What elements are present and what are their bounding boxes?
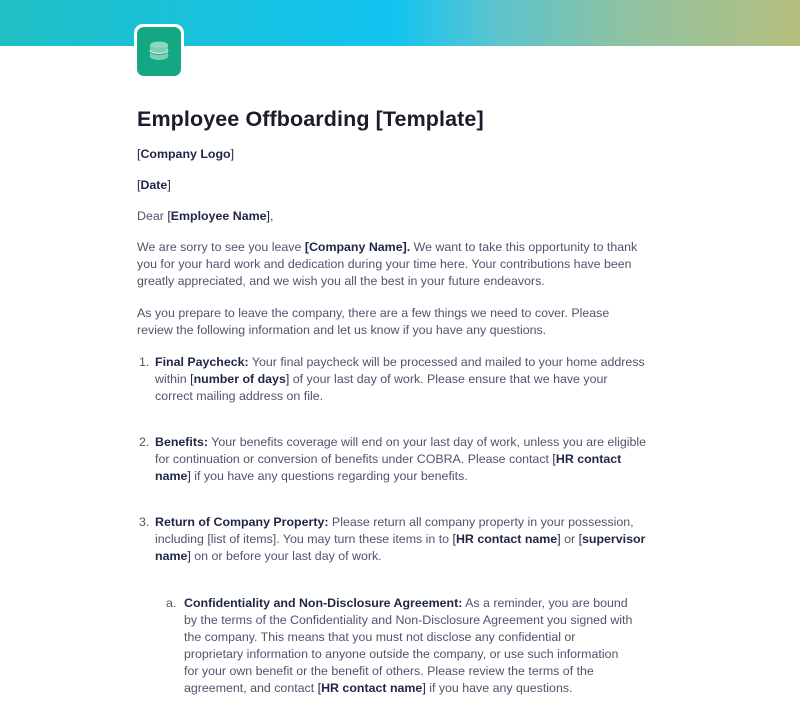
date-placeholder <box>137 177 647 194</box>
text: Your benefits coverage will end on your last day of work, unless you are eligible for continuation or conversion of benefits under COBRA. Please contact <box>155 435 647 466</box>
list-item <box>137 514 647 565</box>
bracket: ] <box>167 178 171 192</box>
list-item <box>137 434 647 485</box>
placeholder-text: HR contact name <box>321 681 423 695</box>
placeholder-text: Company Logo <box>140 147 231 161</box>
company-logo-placeholder <box>137 146 647 163</box>
bracket: ] <box>422 681 426 695</box>
intro-paragraph <box>137 239 647 290</box>
list-term: Benefits: <box>155 435 209 449</box>
list-item <box>137 354 647 405</box>
placeholder-text: Date <box>140 178 168 192</box>
text: if you have any questions. <box>425 681 573 695</box>
page-icon-background <box>137 27 181 76</box>
list-term: Confidentiality and Non-Disclosure Agreement: <box>184 596 463 610</box>
bracket: [ <box>190 372 194 386</box>
text: if you have any questions regarding your benefits. <box>190 469 468 483</box>
page-icon[interactable] <box>134 24 184 79</box>
bracket: [ <box>137 178 141 192</box>
bracket: [ <box>552 452 556 466</box>
placeholder-text: HR contact name <box>155 452 622 483</box>
text: of your last day of work. Please ensure that we have your correct mailing address on file. <box>155 372 608 403</box>
text: or <box>560 532 579 546</box>
text: Your final paycheck will be processed and mailed to your home address within <box>155 355 645 386</box>
bracket: ] <box>230 147 235 161</box>
placeholder-text: number of days <box>193 372 286 386</box>
bracket: ] <box>187 469 191 483</box>
sub-list-item <box>166 595 636 697</box>
greeting-suffix: , <box>269 209 274 223</box>
cover-banner <box>0 0 800 46</box>
text: on or before your last day of work. <box>190 549 382 563</box>
bracket: ] <box>557 532 561 546</box>
list-number: 3. <box>139 515 150 529</box>
bracket: [ <box>452 532 456 546</box>
bracket: [ <box>317 681 322 695</box>
bracket: ] <box>266 209 270 223</box>
sub-list <box>166 595 636 697</box>
list-number: 1. <box>139 355 150 369</box>
placeholder-text: HR contact name <box>455 532 558 546</box>
bracket: [ <box>137 147 141 161</box>
bracket: ] <box>187 549 191 563</box>
list-term: Final Paycheck: <box>155 355 249 369</box>
text: We are sorry to see you leave <box>137 240 305 254</box>
database-icon <box>149 41 169 63</box>
list-term: Return of Company Property: <box>155 515 329 529</box>
prepare-paragraph: As you prepare to leave the company, there are a few things we need to cover. Please review the following information and let us know if you have any questions. <box>137 306 610 337</box>
offboarding-checklist <box>137 354 647 565</box>
bracket: [ <box>167 209 171 223</box>
placeholder-text: [Company Name]. <box>304 240 411 254</box>
document-body <box>137 104 647 697</box>
text: We want to take this opportunity to thank you for your hard work and dedication during your time here. Your contributions have been greatly appreciated, and we wish you all the best in your future endeavors. <box>137 240 638 288</box>
bracket: [ <box>578 532 583 546</box>
greeting-prefix: Dear <box>137 209 168 223</box>
page-title: Employee Offboarding [Template] <box>137 107 484 131</box>
bracket: ] <box>285 372 290 386</box>
text: As a reminder, you are bound by the terms of the Confidentiality and Non-Disclosure Agreement you signed with the company. This means that you must not disclose any confidential or proprietary information to anyone outside the company, or use such information for your own benefit or the benefit of others. Please review the terms of the agreement, and contact <box>184 596 633 695</box>
placeholder-text: Employee Name <box>170 209 267 223</box>
list-number: 2. <box>139 435 150 449</box>
list-letter: a. <box>166 596 177 610</box>
placeholder-text: supervisor name <box>155 532 646 563</box>
greeting <box>137 208 647 225</box>
text: Please return all company property in your possession, including [list of items]. You may turn these items in to <box>155 515 634 546</box>
